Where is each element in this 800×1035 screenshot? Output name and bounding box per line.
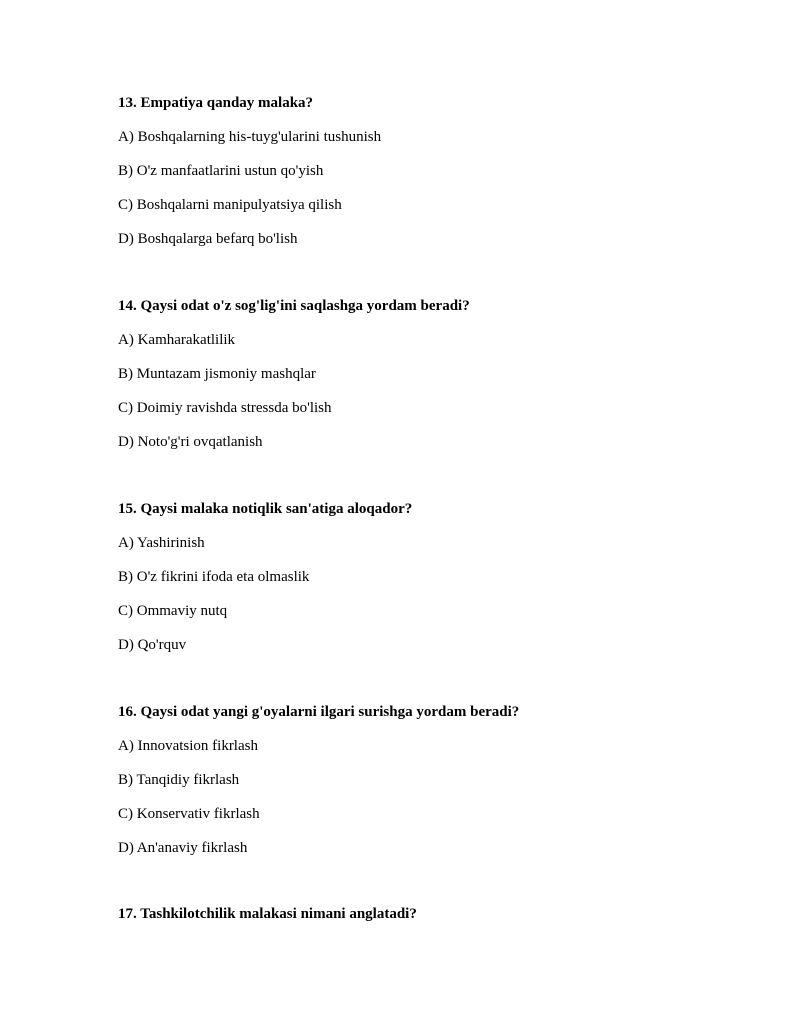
answer-option-a: A) Kamharakatlilik <box>118 332 236 348</box>
answer-option-c: C) Doimiy ravishda stressda bo'lish <box>118 400 332 416</box>
question-title: 16. Qaysi odat yangi g'oyalarni ilgari surishga yordam beradi? <box>118 704 520 720</box>
answer-option-c: C) Konservativ fikrlash <box>118 806 260 822</box>
question-17 <box>118 905 758 923</box>
answer-option-b: B) Muntazam jismoniy mashqlar <box>118 366 316 382</box>
answer-option-a: A) Boshqalarning his-tuyg'ularini tushunish <box>118 129 382 145</box>
question-15 <box>118 500 758 654</box>
answer-option-d: D) Noto'g'ri ovqatlanish <box>118 434 263 450</box>
answer-option-b: B) Tanqidiy fikrlash <box>118 772 240 788</box>
answer-option-a: A) Innovatsion fikrlash <box>118 738 258 754</box>
answer-option-d: D) Boshqalarga befarq bo'lish <box>118 231 298 247</box>
question-title: 14. Qaysi odat o'z sog'lig'ini saqlashga yordam beradi? <box>118 298 470 314</box>
question-title: 15. Qaysi malaka notiqlik san'atiga aloqador? <box>118 501 413 517</box>
question-14 <box>118 297 758 451</box>
question-13 <box>118 94 758 248</box>
answer-option-a: A) Yashirinish <box>118 535 205 551</box>
answer-option-d: D) Qo'rquv <box>118 637 187 653</box>
answer-option-b: B) O'z fikrini ifoda eta olmaslik <box>118 569 310 585</box>
question-title: 17. Tashkilotchilik malakasi nimani anglatadi? <box>118 906 417 922</box>
answer-option-c: C) Boshqalarni manipulyatsiya qilish <box>118 197 342 213</box>
answer-option-d: D) An'anaviy fikrlash <box>118 840 248 856</box>
answer-option-c: C) Ommaviy nutq <box>118 603 228 619</box>
answer-option-b: B) O'z manfaatlarini ustun qo'yish <box>118 163 324 179</box>
question-16 <box>118 703 758 857</box>
question-title: 13. Empatiya qanday malaka? <box>118 95 314 111</box>
